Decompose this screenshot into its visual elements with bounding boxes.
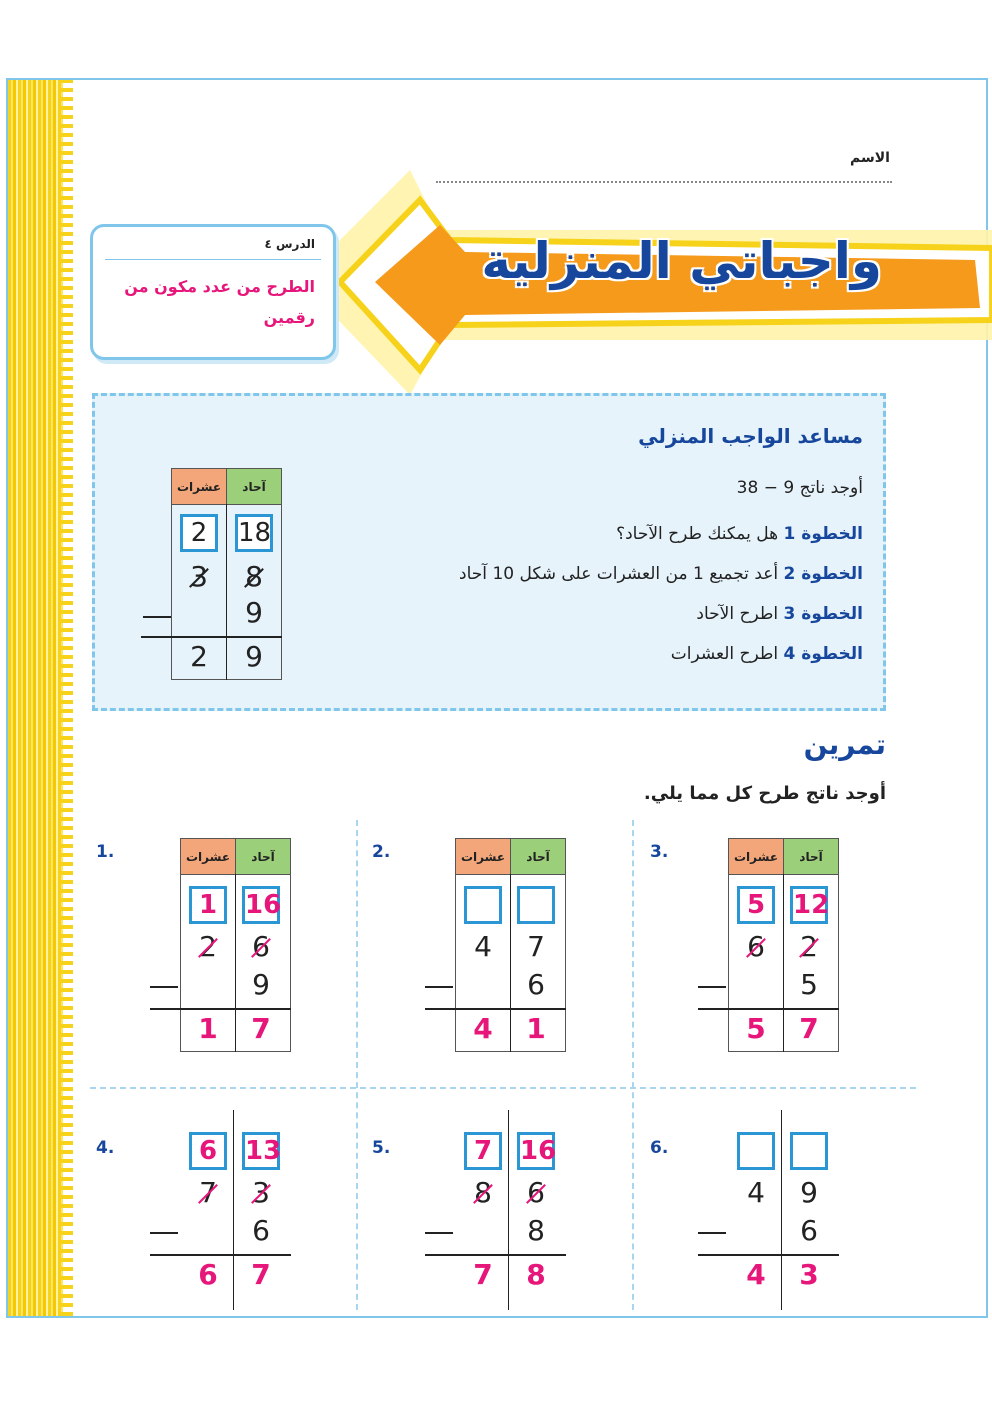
lesson-title: الطرح من عدد مكون من رقمين bbox=[124, 277, 315, 327]
top-tens: 4 bbox=[747, 1176, 765, 1209]
ones-header: آحاد bbox=[783, 838, 839, 875]
name-label: الاسم bbox=[850, 150, 890, 166]
place-value-chart bbox=[171, 468, 283, 680]
step-text: اطرح الآحاد bbox=[696, 604, 779, 624]
answer-ones: 9 bbox=[245, 640, 263, 673]
regroup-ones-box[interactable] bbox=[517, 886, 555, 924]
subtrahend-ones: 9 bbox=[245, 596, 263, 629]
step-label: الخطوة 1 bbox=[783, 524, 863, 544]
regroup-tens-box[interactable]: 5 bbox=[737, 886, 775, 924]
divider bbox=[105, 259, 321, 260]
top-tens: 8 bbox=[474, 1176, 492, 1209]
tens-header: عشرات bbox=[455, 838, 511, 875]
place-value-chart bbox=[728, 838, 840, 1054]
problem-number: 6. bbox=[650, 1138, 669, 1158]
place-value-chart bbox=[455, 1110, 567, 1326]
divider bbox=[90, 1087, 916, 1089]
top-tens: 6 bbox=[747, 930, 765, 963]
step-text: هل يمكنك طرح الآحاد؟ bbox=[616, 524, 779, 544]
regroup-ones-box[interactable]: 16 bbox=[517, 1132, 555, 1170]
helper-title: مساعد الواجب المنزلي bbox=[638, 424, 863, 448]
place-value-chart bbox=[180, 838, 292, 1054]
regroup-ones-box[interactable]: 12 bbox=[790, 886, 828, 924]
top-ones: 9 bbox=[800, 1176, 818, 1209]
top-ones: 3 bbox=[252, 1176, 270, 1209]
column-divider bbox=[781, 1110, 782, 1310]
crayon-border-decoration bbox=[8, 80, 63, 1316]
problem-number: 4. bbox=[96, 1138, 115, 1158]
minus-sign bbox=[143, 616, 171, 618]
regroup-tens-box: 2 bbox=[180, 514, 218, 552]
step-text: اطرح العشرات bbox=[670, 644, 779, 664]
minus-sign bbox=[425, 986, 453, 988]
ones-header: آحاد bbox=[235, 838, 291, 875]
answer-tens[interactable]: 7 bbox=[473, 1258, 493, 1291]
minus-sign bbox=[150, 986, 178, 988]
top-tens: 3 bbox=[190, 560, 208, 593]
answer-ones[interactable]: 7 bbox=[799, 1012, 819, 1045]
top-tens: 4 bbox=[474, 930, 492, 963]
answer-tens[interactable]: 4 bbox=[746, 1258, 766, 1291]
top-ones: 6 bbox=[527, 1176, 545, 1209]
regroup-tens-box[interactable]: 1 bbox=[189, 886, 227, 924]
copyright-vertical-text bbox=[938, 980, 952, 1250]
problem-number: 5. bbox=[372, 1138, 391, 1158]
minus-sign bbox=[150, 1232, 178, 1234]
answer-ones[interactable]: 7 bbox=[251, 1012, 271, 1045]
top-ones: 2 bbox=[800, 930, 818, 963]
regroup-tens-box[interactable] bbox=[737, 1132, 775, 1170]
step-text: أعد تجميع 1 من العشرات على شكل 10 آحاد bbox=[459, 564, 779, 584]
lesson-number: الدرس ٤ bbox=[264, 237, 315, 251]
answer-tens[interactable]: 1 bbox=[198, 1012, 218, 1045]
column-divider bbox=[508, 1110, 509, 1310]
problem-number: 1. bbox=[96, 842, 115, 862]
step-4 bbox=[671, 644, 863, 664]
column-divider bbox=[783, 874, 784, 1052]
answer-tens[interactable]: 5 bbox=[746, 1012, 766, 1045]
column-divider bbox=[510, 874, 511, 1052]
answer-line bbox=[141, 636, 282, 638]
answer-line bbox=[425, 1254, 566, 1256]
place-value-chart bbox=[455, 838, 567, 1054]
divider bbox=[356, 820, 358, 1310]
step-label: الخطوة 2 bbox=[783, 564, 863, 584]
answer-line bbox=[150, 1254, 291, 1256]
minus-sign bbox=[698, 1232, 726, 1234]
divider bbox=[632, 820, 634, 1310]
ones-header: آحاد bbox=[226, 468, 282, 505]
column-divider bbox=[233, 1110, 234, 1310]
answer-ones[interactable]: 3 bbox=[799, 1258, 819, 1291]
answer-ones[interactable]: 7 bbox=[251, 1258, 271, 1291]
regroup-ones-box[interactable]: 16 bbox=[242, 886, 280, 924]
subtrahend-ones: 8 bbox=[527, 1214, 545, 1247]
top-tens: 2 bbox=[199, 930, 217, 963]
top-ones: 8 bbox=[245, 560, 263, 593]
answer-tens: 2 bbox=[190, 640, 208, 673]
regroup-tens-box[interactable]: 7 bbox=[464, 1132, 502, 1170]
step-label: الخطوة 4 bbox=[783, 644, 863, 664]
problem-number: 2. bbox=[372, 842, 391, 862]
subtrahend-ones: 6 bbox=[527, 968, 545, 1001]
regroup-ones-box[interactable]: 13 bbox=[242, 1132, 280, 1170]
step-1 bbox=[616, 524, 863, 544]
answer-line bbox=[425, 1008, 566, 1010]
practice-title: تمرين bbox=[803, 728, 886, 761]
top-ones: 7 bbox=[527, 930, 545, 963]
column-divider bbox=[226, 504, 227, 680]
homework-helper-box bbox=[92, 393, 886, 711]
step-3 bbox=[696, 604, 863, 624]
answer-ones[interactable]: 1 bbox=[526, 1012, 546, 1045]
step-label: الخطوة 3 bbox=[783, 604, 863, 624]
minus-sign bbox=[698, 986, 726, 988]
tens-header: عشرات bbox=[171, 468, 227, 505]
regroup-tens-box[interactable] bbox=[464, 886, 502, 924]
regroup-tens-box[interactable]: 6 bbox=[189, 1132, 227, 1170]
regroup-ones-box[interactable] bbox=[790, 1132, 828, 1170]
ones-header: آحاد bbox=[510, 838, 566, 875]
practice-instruction: أوجد ناتج طرح كل مما يلي. bbox=[643, 783, 886, 804]
answer-line bbox=[698, 1008, 839, 1010]
column-divider bbox=[235, 874, 236, 1052]
step-2 bbox=[459, 564, 863, 584]
subtrahend-ones: 5 bbox=[800, 968, 818, 1001]
regroup-ones-box: 18 bbox=[235, 514, 273, 552]
tens-header: عشرات bbox=[728, 838, 784, 875]
answer-ones[interactable]: 8 bbox=[526, 1258, 546, 1291]
answer-line bbox=[698, 1254, 839, 1256]
top-ones: 6 bbox=[252, 930, 270, 963]
subtrahend-ones: 6 bbox=[800, 1214, 818, 1247]
lesson-card bbox=[90, 224, 336, 360]
place-value-chart bbox=[180, 1110, 292, 1326]
helper-question: أوجد ناتج 9 − 38 bbox=[736, 478, 863, 498]
subtrahend-ones: 6 bbox=[252, 1214, 270, 1247]
subtrahend-ones: 9 bbox=[252, 968, 270, 1001]
minus-sign bbox=[425, 1232, 453, 1234]
tens-header: عشرات bbox=[180, 838, 236, 875]
answer-line bbox=[150, 1008, 291, 1010]
page-title: واجباتي المنزلية bbox=[481, 232, 882, 290]
top-tens: 7 bbox=[199, 1176, 217, 1209]
problem-number: 3. bbox=[650, 842, 669, 862]
place-value-chart bbox=[728, 1110, 840, 1326]
answer-tens[interactable]: 6 bbox=[198, 1258, 218, 1291]
answer-tens[interactable]: 4 bbox=[473, 1012, 493, 1045]
